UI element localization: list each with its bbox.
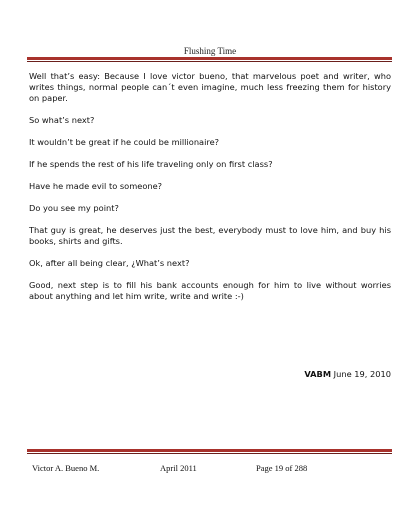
- paragraph: Well that’s easy: Because I love victor bueno, that marvelous poet and writer, who writes things, normal people can´t even imagine, much less freezing them for history on paper.: [29, 71, 391, 103]
- paragraph: So what’s next?: [29, 115, 95, 125]
- footer-page-number: Page 19 of 288: [256, 463, 308, 473]
- document-body: [29, 71, 391, 313]
- header-rule: [27, 57, 392, 62]
- footer-date: April 2011: [160, 463, 197, 473]
- paragraph: Ok, after all being clear, ¿What’s next?: [29, 258, 190, 268]
- paragraph: If he spends the rest of his life traveling only on first class?: [29, 159, 273, 169]
- paragraph: That guy is great, he deserves just the best, everybody must to love him, and buy his books, shirts and gifts.: [29, 225, 391, 246]
- footer-rule: [27, 449, 392, 454]
- signature: [304, 369, 391, 379]
- header-title: Flushing Time: [183, 46, 237, 56]
- paragraph: Do you see my point?: [29, 203, 119, 213]
- footer-author: Victor A. Bueno M.: [32, 463, 100, 473]
- page-footer: [0, 463, 420, 475]
- signature-date: June 19, 2010: [333, 369, 391, 379]
- paragraph: It wouldn’t be great if he could be millionaire?: [29, 137, 220, 147]
- paragraph: Good, next step is to fill his bank accounts enough for him to live without worries about anything and let him write, write and write :-): [29, 280, 391, 301]
- signature-initials: VABM: [304, 369, 332, 379]
- paragraph: Have he made evil to someone?: [29, 181, 163, 191]
